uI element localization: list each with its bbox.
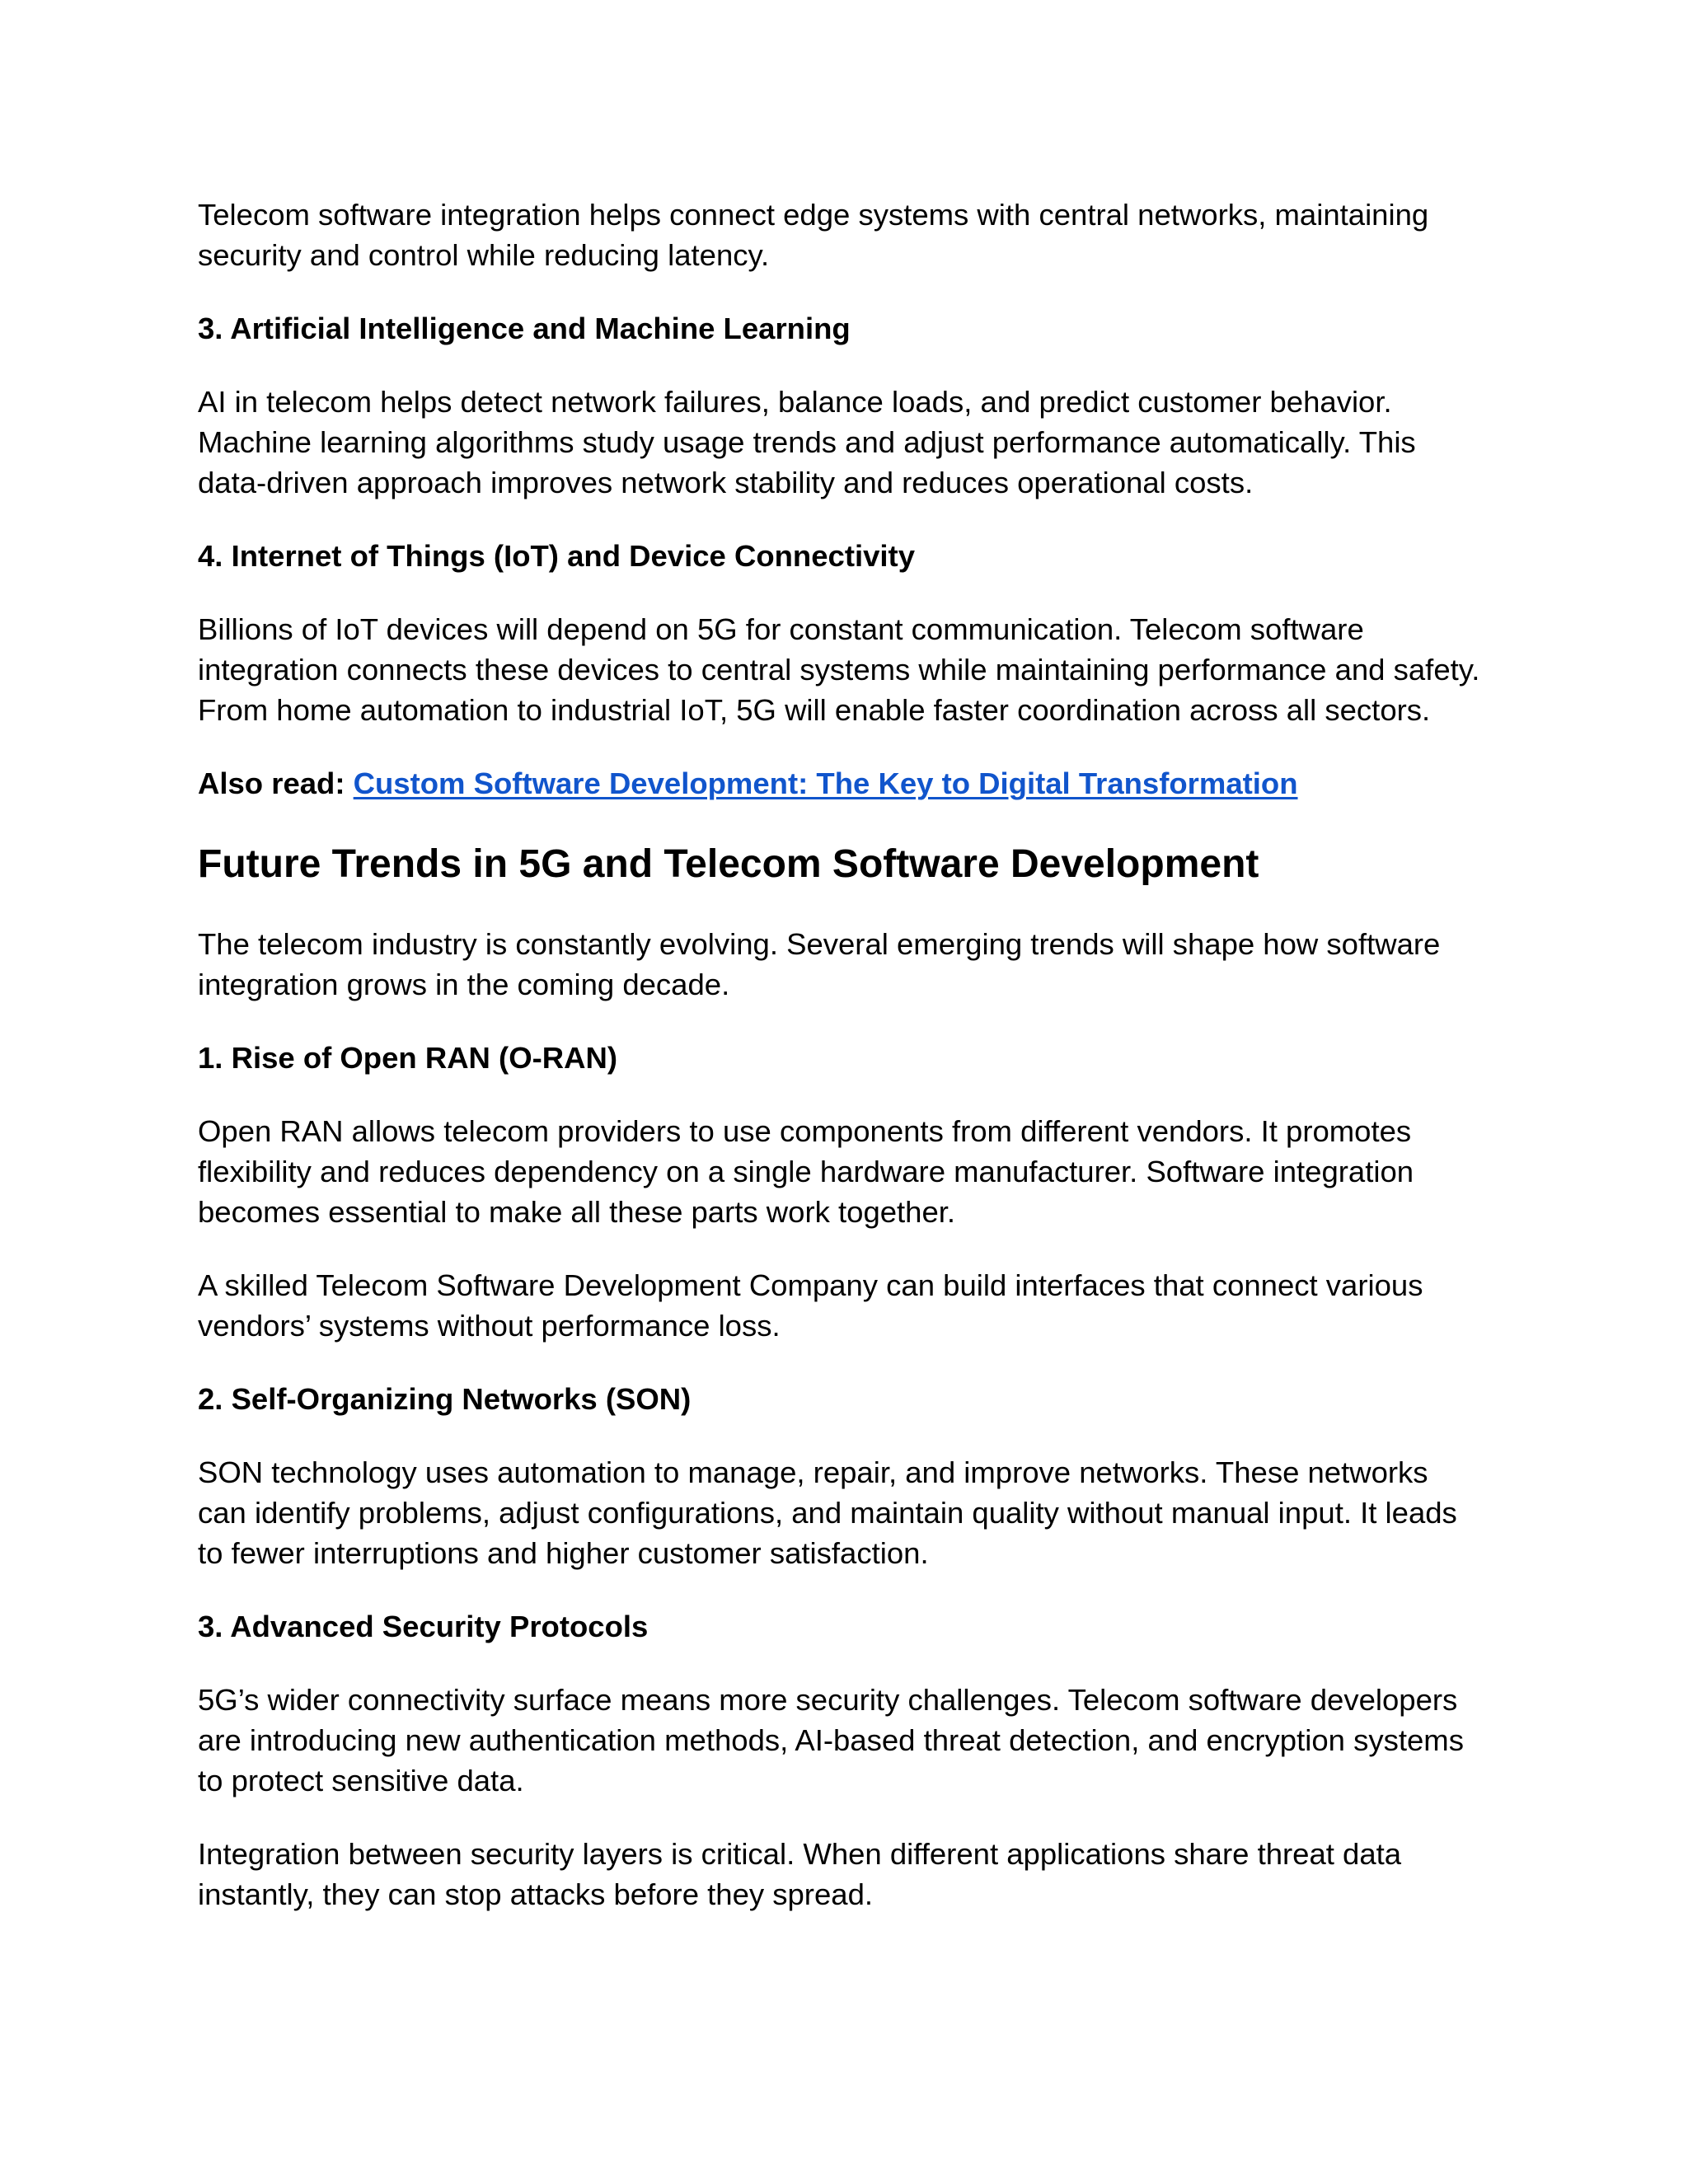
text-line: flexibility and reduces dependency on a single hardware manufacturer. Software integration [198,1155,1414,1188]
text-line: instantly, they can stop attacks before they spread. [198,1877,874,1911]
son-paragraph [198,1452,1508,1573]
text-line: AI in telecom helps detect network failures, balance loads, and predict customer behavior. [198,385,1392,419]
text-line: The telecom industry is constantly evolving. Several emerging trends will shape how software [198,927,1441,961]
text-line: are introducing new authentication methods, AI-based threat detection, and encryption systems [198,1723,1464,1757]
future-trends-title: Future Trends in 5G and Telecom Software Development [198,842,1259,886]
also-read [198,763,1508,804]
iot-section-paragraph [198,609,1508,730]
text-line: can identify problems, adjust configurations, and maintain quality without manual input. It leads [198,1496,1457,1530]
intro-paragraph [198,194,1508,275]
ai-section-paragraph [198,382,1508,503]
text-line: A skilled Telecom Software Development Company can build interfaces that connect various [198,1268,1423,1302]
security-heading: 3. Advanced Security Protocols [198,1610,649,1643]
text-line: integration grows in the coming decade. [198,968,730,1001]
text-line: 5G’s wider connectivity surface means more security challenges. Telecom software developers [198,1683,1458,1717]
oran-heading: 1. Rise of Open RAN (O-RAN) [198,1041,617,1075]
text-line: data-driven approach improves network stability and reduces operational costs. [198,466,1254,499]
text-line: Billions of IoT devices will depend on 5G for constant communication. Telecom software [198,612,1364,646]
oran-paragraph-2 [198,1265,1508,1346]
security-paragraph-2 [198,1834,1508,1915]
text-line: to protect sensitive data. [198,1764,524,1797]
also-read-label: Also read: [198,766,345,800]
iot-section-heading: 4. Internet of Things (IoT) and Device Connectivity [198,539,916,573]
text-line: Open RAN allows telecom providers to use components from different vendors. It promotes [198,1114,1412,1148]
document-page [198,194,1508,1947]
son-heading: 2. Self-Organizing Networks (SON) [198,1382,692,1416]
oran-paragraph-1 [198,1111,1508,1232]
text-line: vendors’ systems without performance loss. [198,1309,781,1343]
text-line: Telecom software integration helps connect edge systems with central networks, maintaining [198,198,1429,232]
ai-section-heading: 3. Artificial Intelligence and Machine Learning [198,312,851,345]
also-read-link[interactable]: Custom Software Development: The Key to Digital Transformation [353,766,1298,800]
security-paragraph-1 [198,1680,1508,1801]
text-line: Integration between security layers is critical. When different applications share threat data [198,1837,1402,1871]
text-line: integration connects these devices to central systems while maintaining performance and safety. [198,653,1480,687]
text-line: to fewer interruptions and higher customer satisfaction. [198,1536,929,1570]
future-trends-intro [198,924,1508,1005]
text-line: From home automation to industrial IoT, 5G will enable faster coordination across all sectors. [198,693,1431,727]
text-line: Machine learning algorithms study usage trends and adjust performance automatically. This [198,425,1416,459]
text-line: becomes essential to make all these parts work together. [198,1195,956,1229]
text-line: SON technology uses automation to manage, repair, and improve networks. These networks [198,1455,1428,1489]
text-line: security and control while reducing latency. [198,238,770,272]
